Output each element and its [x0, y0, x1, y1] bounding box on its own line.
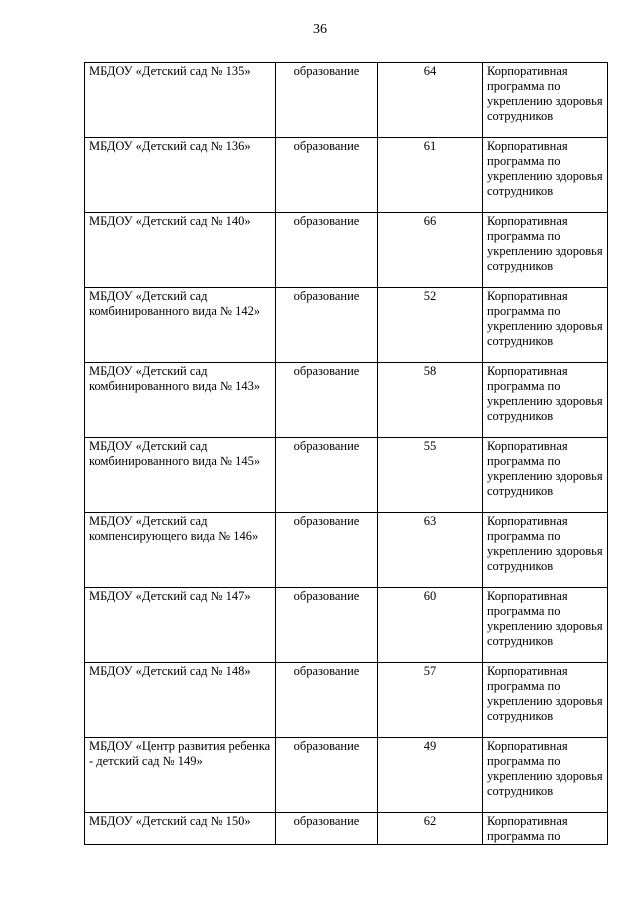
- organizations-table: [84, 62, 608, 845]
- sector: образование: [276, 213, 378, 288]
- table-row: [85, 813, 608, 845]
- table-row: [85, 363, 608, 438]
- organization-name: МБДОУ «Детский сад № 150»: [85, 813, 276, 845]
- organization-name: МБДОУ «Детский сад № 147»: [85, 588, 276, 663]
- employee-count: 61: [378, 138, 483, 213]
- table-row: [85, 213, 608, 288]
- employee-count: 52: [378, 288, 483, 363]
- program: Корпоративная программа по укреплению здоровья сотрудников: [483, 138, 608, 213]
- program: Корпоративная программа по укреплению здоровья сотрудников: [483, 63, 608, 138]
- employee-count: 58: [378, 363, 483, 438]
- program: Корпоративная программа по укреплению здоровья сотрудников: [483, 213, 608, 288]
- organization-name: МБДОУ «Детский сад комбинированного вида № 143»: [85, 363, 276, 438]
- sector: образование: [276, 663, 378, 738]
- sector: образование: [276, 513, 378, 588]
- program: Корпоративная программа по укреплению здоровья сотрудников: [483, 363, 608, 438]
- employee-count: 55: [378, 438, 483, 513]
- program: Корпоративная программа по укреплению здоровья сотрудников: [483, 663, 608, 738]
- employee-count: 57: [378, 663, 483, 738]
- employee-count: 60: [378, 588, 483, 663]
- organization-name: МБДОУ «Детский сад комбинированного вида № 145»: [85, 438, 276, 513]
- table-row: [85, 438, 608, 513]
- program: Корпоративная программа по укреплению здоровья сотрудников: [483, 738, 608, 813]
- organization-name: МБДОУ «Детский сад компенсирующего вида № 146»: [85, 513, 276, 588]
- organization-name: МБДОУ «Детский сад № 148»: [85, 663, 276, 738]
- page-number: 36: [313, 22, 327, 37]
- program: Корпоративная программа по укреплению здоровья сотрудников: [483, 513, 608, 588]
- employee-count: 64: [378, 63, 483, 138]
- program: Корпоративная программа по укреплению здоровья сотрудников: [483, 438, 608, 513]
- organization-name: МБДОУ «Детский сад комбинированного вида № 142»: [85, 288, 276, 363]
- organization-name: МБДОУ «Детский сад № 135»: [85, 63, 276, 138]
- program: Корпоративная программа по укреплению здоровья сотрудников: [483, 588, 608, 663]
- employee-count: 66: [378, 213, 483, 288]
- sector: образование: [276, 63, 378, 138]
- sector: образование: [276, 138, 378, 213]
- employee-count: 49: [378, 738, 483, 813]
- table-row: [85, 588, 608, 663]
- organization-name: МБДОУ «Центр развития ребенка - детский сад № 149»: [85, 738, 276, 813]
- organization-name: МБДОУ «Детский сад № 136»: [85, 138, 276, 213]
- program: Корпоративная программа по укреплению здоровья сотрудников: [483, 288, 608, 363]
- sector: образование: [276, 363, 378, 438]
- organization-name: МБДОУ «Детский сад № 140»: [85, 213, 276, 288]
- program: Корпоративная программа по: [483, 813, 608, 845]
- table-row: [85, 288, 608, 363]
- table-row: [85, 738, 608, 813]
- sector: образование: [276, 588, 378, 663]
- sector: образование: [276, 288, 378, 363]
- table-row: [85, 663, 608, 738]
- sector: образование: [276, 438, 378, 513]
- employee-count: 62: [378, 813, 483, 845]
- employee-count: 63: [378, 513, 483, 588]
- sector: образование: [276, 813, 378, 845]
- sector: образование: [276, 738, 378, 813]
- table-row: [85, 513, 608, 588]
- table-row: [85, 63, 608, 138]
- table-row: [85, 138, 608, 213]
